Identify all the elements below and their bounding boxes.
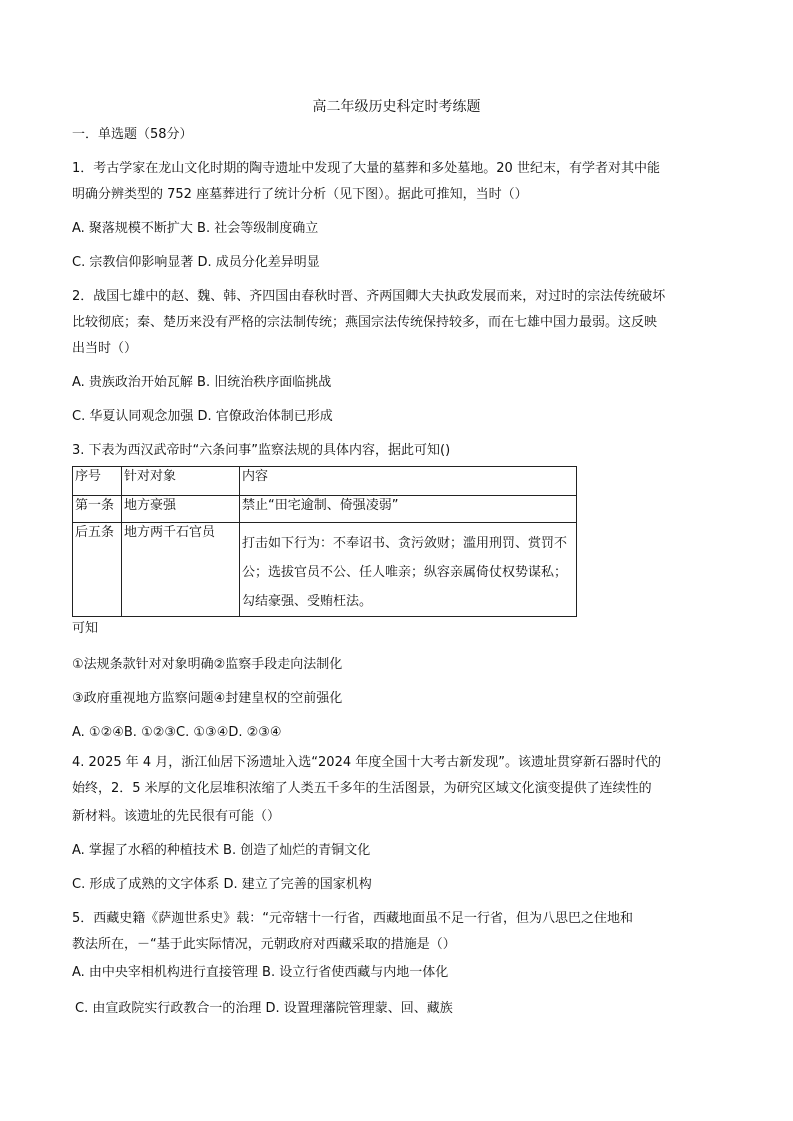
q5-options-cd: C. 由宣政院实行政教合一的治理 D. 设置理藩院管理蒙、回、藏族	[75, 1001, 453, 1016]
table-cell: 第一条	[73, 496, 122, 523]
table-cell: 禁止“田宅逾制、倚强凌弱”	[240, 496, 577, 523]
q4-stem-line2: 始终，2．5 米厚的文化层堆积浓缩了人类五千多年的生活图景，为研究区域文化演变提供了连续性的	[72, 781, 652, 796]
q2-options-ab: A. 贵族政治开始瓦解 B. 旧统治秩序面临挑战	[72, 375, 332, 390]
q3-statements-12: ①法规条款针对对象明确②监察手段走向法制化	[72, 657, 343, 672]
q3-table	[72, 466, 577, 617]
table-header-row	[73, 467, 577, 496]
q3-statements-34: ③政府重视地方监察问题④封建皇权的空前强化	[72, 691, 343, 706]
q1-stem-line2: 明确分辨类型的 752 座墓葬进行了统计分析（见下图）。据此可推知，当时（）	[72, 187, 528, 202]
q3-stem: 3. 下表为西汉武帝时“六条问事”监察法规的具体内容，据此可知()	[72, 443, 451, 458]
q3-after-table: 可知	[72, 621, 99, 636]
table-header-cell: 内容	[240, 467, 577, 496]
page-title: 高二年级历史科定时考练题	[312, 99, 481, 115]
q3-options: A. ①②④B. ①②③C. ①③④D. ②③④	[72, 725, 282, 740]
q4-options-cd: C. 形成了成熟的文字体系 D. 建立了完善的国家机构	[72, 877, 372, 892]
q2-stem-line1: 2．战国七雄中的赵、魏、韩、齐四国由春秋时晋、齐两国卿大夫执政发展而来，对过时的宗法传统破坏	[72, 289, 666, 304]
table-cell: 打击如下行为：不奉诏书、贪污敛财；滥用刑罚、赏罚不公；选拔官员不公、任人唯亲；纵容亲属倚仗权势谋私；勾结豪强、受贿枉法。	[240, 523, 577, 617]
table-cell: 后五条	[73, 523, 122, 617]
table-header-cell: 针对对象	[122, 467, 240, 496]
q1-stem-line1: 1．考古学家在龙山文化时期的陶寺遗址中发现了大量的墓葬和多处墓地。20 世纪末，有学者对其中能	[72, 161, 660, 176]
q2-stem-line3: 出当时（）	[72, 341, 138, 356]
table-header-cell: 序号	[73, 467, 122, 496]
q5-stem-line2: 教法所在，－“基于此实际情况，元朝政府对西藏采取的措施是（）	[72, 937, 456, 952]
q5-stem-line1: 5．西藏史籍《萨迦世系史》载：“元帝辖十一行省，西藏地面虽不足一行省，但为八思巴之住地和	[72, 911, 634, 926]
q2-stem-line2: 比较彻底；秦、楚历来没有严格的宗法制传统；燕国宗法传统保持较多，而在七雄中国力最弱。这反映	[72, 315, 658, 330]
q1-options-cd: C. 宗教信仰影响显著 D. 成员分化差异明显	[72, 255, 320, 270]
q4-stem-line1: 4. 2025 年 4 月，浙江仙居下汤遗址入选“2024 年度全国十大考古新发现”。该遗址贯穿新石器时代的	[72, 755, 661, 770]
q5-options-ab: A. 由中央宰相机构进行直接管理 B. 设立行省使西藏与内地一体化	[72, 965, 449, 980]
table-cell: 地方豪强	[122, 496, 240, 523]
q2-options-cd: C. 华夏认同观念加强 D. 官僚政治体制已形成	[72, 409, 333, 424]
table-cell: 地方两千石官员	[122, 523, 240, 617]
table-row	[73, 496, 577, 523]
q4-stem-line3: 新材料。该遗址的先民很有可能（）	[72, 809, 281, 824]
table-row	[73, 523, 577, 617]
section-heading: 一．单选题（58分）	[72, 127, 193, 142]
q4-options-ab: A. 掌握了水稻的种植技术 B. 创造了灿烂的青铜文化	[72, 843, 371, 858]
q1-options-ab: A. 聚落规模不断扩大 B. 社会等级制度确立	[72, 221, 319, 236]
